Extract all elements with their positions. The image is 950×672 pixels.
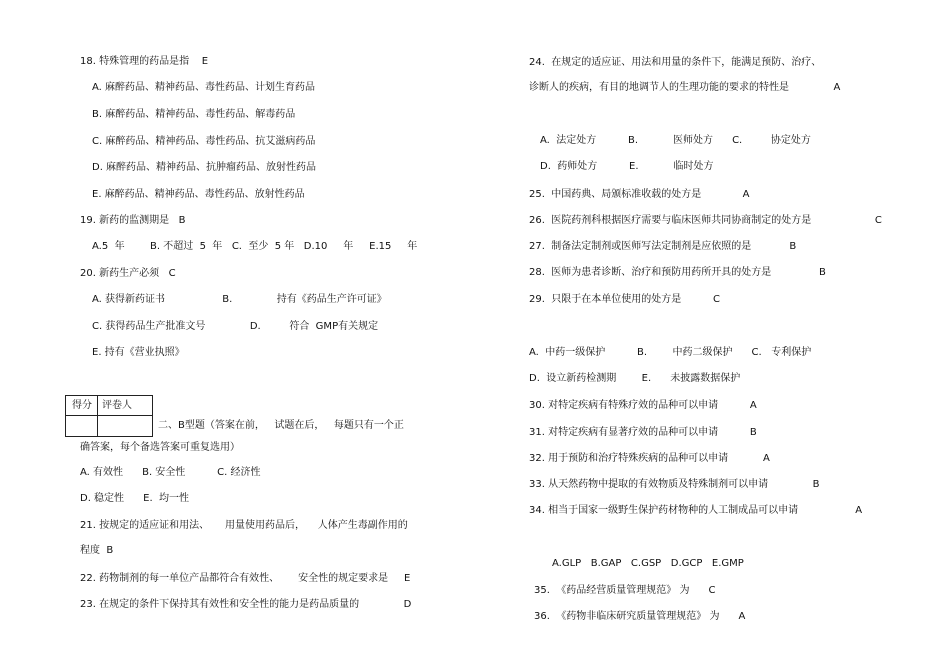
question-21-cont: 程度 B <box>80 545 114 556</box>
question-19: 19. 新药的监测期是 B <box>80 215 186 226</box>
reviewer-label: 评卷人 <box>102 400 132 411</box>
question-34: 34. 相当于国家一级野生保护药材物种的人工制成品可以申请 A <box>529 505 863 516</box>
options-gxp: A.GLP B.GAP C.GSP D.GCP E.GMP <box>552 558 744 569</box>
options-abc: A. 有效性 B. 安全性 C. 经济性 <box>80 467 261 478</box>
options-rx-de: D. 药师处方 E. 临时处方 <box>540 161 714 172</box>
options-rx-abc: A. 法定处方 B. 医师处方 C. 协定处方 <box>540 135 811 146</box>
question-25: 25. 中国药典、局颁标准收载的处方是 A <box>529 189 750 200</box>
score-table <box>65 395 153 437</box>
question-30: 30. 对特定疾病有特殊疗效的品种可以申请 A <box>529 400 757 411</box>
option-18d: D. 麻醉药品、精神药品、抗肿瘤药品、放射性药品 <box>92 162 317 173</box>
question-23: 23. 在规定的条件下保持其有效性和安全性的能力是药品质量的 D <box>80 599 412 610</box>
question-26: 26. 医院药剂科根据医疗需要与临床医师共同协商制定的处方是 C <box>529 215 882 226</box>
question-35: 35. 《药品经营质量管理规范》 为 C <box>534 585 716 596</box>
question-28: 28. 医师为患者诊断、治疗和预防用药所开具的处方是 B <box>529 267 826 278</box>
question-20: 20. 新药生产必须 C <box>80 268 176 279</box>
score-label: 得分 <box>72 400 92 411</box>
question-31: 31. 对特定疾病有显著疗效的品种可以申请 B <box>529 427 757 438</box>
options-20ab: A. 获得新药证书 B. 持有《药品生产许可证》 <box>92 294 387 305</box>
question-24: 24. 在规定的适应证、用法和用量的条件下，能满足预防、治疗、 <box>529 57 822 68</box>
option-20e: E. 持有《营业执照》 <box>92 347 185 358</box>
options-prot-de: D. 设立新药检测期 E. 未披露数据保护 <box>529 373 741 384</box>
option-18a: A. 麻醉药品、精神药品、毒性药品、计划生育药品 <box>92 82 316 93</box>
options-de: D. 稳定性 E. 均一性 <box>80 493 189 504</box>
question-36: 36. 《药物非临床研究质量管理规范》 为 A <box>534 611 746 622</box>
option-18c: C. 麻醉药品、精神药品、毒性药品、抗艾滋病药品 <box>92 136 316 147</box>
section-b-heading: 二、B型题（答案在前， 试题在后， 每题只有一个正 <box>158 420 404 431</box>
question-32: 32. 用于预防和治疗特殊疾病的品种可以申请 A <box>529 453 770 464</box>
question-18: 18. 特殊管理的药品是指 E <box>80 56 209 67</box>
section-b-instructions: 确答案，每个备选答案可重复选用） <box>80 442 240 453</box>
question-24-cont: 诊断人的疾病，有目的地调节人的生理功能的要求的特性是 A <box>529 82 841 93</box>
question-27: 27. 制备法定制剂或医师写法定制剂是应依照的是 B <box>529 241 797 252</box>
options-prot-abc: A. 中药一级保护 B. 中药二级保护 C. 专利保护 <box>529 347 812 358</box>
options-19: A.5 年 B. 不超过 5 年 C. 至少 5 年 D.10 年 E.15 年 <box>92 241 418 252</box>
options-20cd: C. 获得药品生产批准文号 D. 符合 GMP有关规定 <box>92 321 379 332</box>
option-18e: E. 麻醉药品、精神药品、毒性药品、放射性药品 <box>92 189 305 200</box>
question-21: 21. 按规定的适应证和用法、 用量使用药品后， 人体产生毒副作用的 <box>80 520 408 531</box>
question-33: 33. 从天然药物中提取的有效物质及特殊制剂可以申请 B <box>529 479 820 490</box>
question-29: 29. 只限于在本单位使用的处方是 C <box>529 294 721 305</box>
question-22: 22. 药物制剂的每一单位产品都符合有效性、 安全性的规定要求是 E <box>80 573 411 584</box>
option-18b: B. 麻醉药品、精神药品、毒性药品、解毒药品 <box>92 109 296 120</box>
